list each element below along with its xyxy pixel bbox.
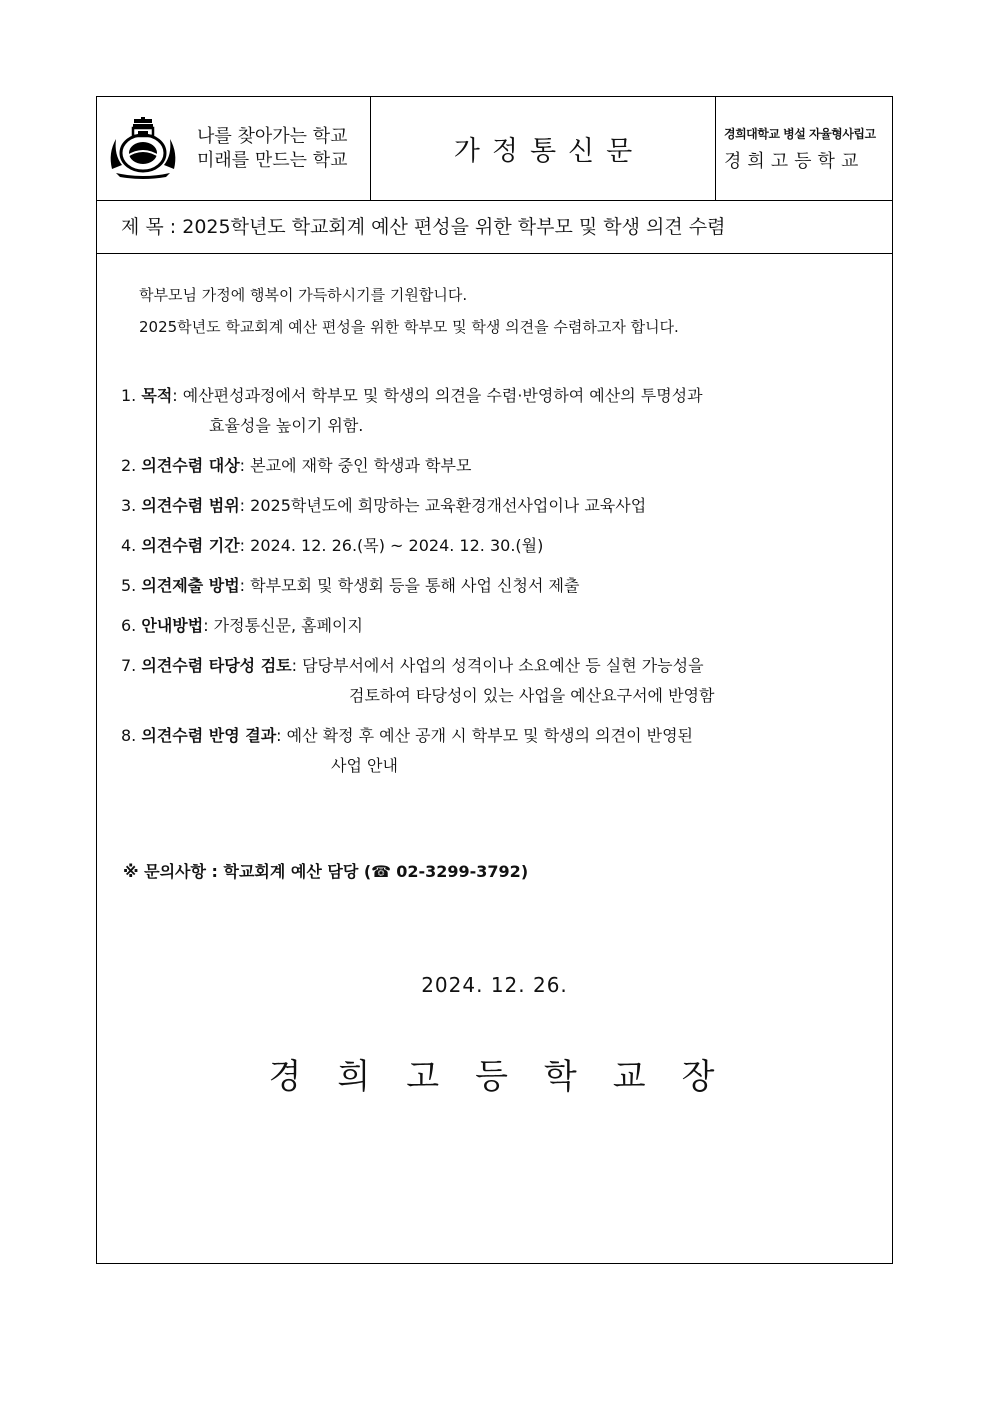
header-school-cell xyxy=(716,97,892,200)
item-text: 담당부서에서 사업의 성격이나 소요예산 등 실현 가능성을 xyxy=(302,656,704,675)
header-left-cell xyxy=(97,97,371,200)
item-text: 본교에 재학 중인 학생과 학부모 xyxy=(250,456,472,475)
item-text: 예산편성과정에서 학부모 및 학생의 의견을 수렴·반영하여 예산의 투명성과 xyxy=(182,386,703,405)
header-title-cell xyxy=(371,97,716,200)
list-item-notice: 6. 안내방법: 가정통신문, 홈페이지 xyxy=(121,616,363,635)
item-label: 의견수렴 대상 xyxy=(141,456,240,475)
issue-date: 2024. 12. 26. xyxy=(421,973,568,997)
motto-line-2: 미래를 만드는 학교 xyxy=(197,150,348,171)
subject-label: 제 목 : xyxy=(121,216,177,238)
item-number: 3. xyxy=(121,496,137,515)
subject-row xyxy=(97,200,892,254)
item-label: 목적 xyxy=(141,386,173,405)
contact-prefix: ※ 문의사항 : 학교회계 예산 담당 ( xyxy=(123,862,372,881)
item-label: 의견수렴 범위 xyxy=(141,496,240,515)
item-number: 8. xyxy=(121,726,137,745)
item-number: 1. xyxy=(121,386,137,405)
header xyxy=(97,97,892,201)
item-text: 학부모회 및 학생회 등을 통해 사업 신청서 제출 xyxy=(250,576,580,595)
school-subtitle: 경희대학교 병설 자율형사립고 xyxy=(724,127,876,141)
list-item-method: 5. 의견제출 방법: 학부모회 및 학생회 등을 통해 사업 신청서 제출 xyxy=(121,576,580,595)
item-text: 예산 확정 후 예산 공개 시 학부모 및 학생의 의견이 반영된 xyxy=(286,726,693,745)
item-label: 의견수렴 타당성 검토 xyxy=(141,656,292,675)
item-label: 의견수렴 기간 xyxy=(141,536,240,555)
school-name: 경희고등학교 xyxy=(724,151,865,172)
item-label: 안내방법 xyxy=(141,616,204,635)
item-text: 가정통신문, 홈페이지 xyxy=(213,616,363,635)
list-item-period: 4. 의견수렴 기간: 2024. 12. 26.(목) ~ 2024. 12. 30.(월) xyxy=(121,536,544,555)
item-text-continued: 검토하여 타당성이 있는 사업을 예산요구서에 반영함 xyxy=(349,686,715,705)
contact-phone: 02-3299-3792) xyxy=(396,862,529,881)
phone-icon: ☎ xyxy=(371,862,392,881)
item-label: 의견수렴 반영 결과 xyxy=(141,726,277,745)
newsletter-title: 가정통신문 xyxy=(453,136,645,167)
greeting-line-1: 학부모님 가정에 행복이 가득하시기를 기원합니다. xyxy=(139,286,468,304)
item-number: 4. xyxy=(121,536,137,555)
list-item-target: 2. 의견수렴 대상: 본교에 재학 중인 학생과 학부모 xyxy=(121,456,472,475)
school-emblem-icon xyxy=(106,117,180,179)
item-text: 2024. 12. 26.(목) ~ 2024. 12. 30.(월) xyxy=(250,536,544,555)
newsletter-frame xyxy=(96,96,893,1264)
item-number: 6. xyxy=(121,616,137,635)
subject-text: 2025학년도 학교회계 예산 편성을 위한 학부모 및 학생 의견 수렴 xyxy=(182,216,726,238)
item-number: 5. xyxy=(121,576,137,595)
contact-note xyxy=(123,859,528,882)
list-item-scope: 3. 의견수렴 범위: 2025학년도에 희망하는 교육환경개선사업이나 교육사업 xyxy=(121,496,647,515)
greeting-line-2: 2025학년도 학교회계 예산 편성을 위한 학부모 및 학생 의견을 수렴하고자 합니다. xyxy=(139,318,679,336)
school-motto xyxy=(197,125,348,173)
list-item-purpose: 1. 목적: 예산편성과정에서 학부모 및 학생의 의견을 수렴·반영하여 예산의 투명성과 효율성을 높이기 위함. xyxy=(121,386,703,435)
item-number: 7. xyxy=(121,656,137,675)
item-text-continued: 사업 안내 xyxy=(331,756,398,775)
list-item-result: 8. 의견수렴 반영 결과: 예산 확정 후 예산 공개 시 학부모 및 학생의 의견이 반영된 사업 안내 xyxy=(121,726,693,775)
motto-line-1: 나를 찾아가는 학교 xyxy=(197,126,348,147)
list-item-review: 7. 의견수렴 타당성 검토: 담당부서에서 사업의 성격이나 소요예산 등 실현 가능성을 검토하여 타당성이 있는 사업을 예산요구서에 반영함 xyxy=(121,656,715,705)
item-text: 2025학년도에 희망하는 교육환경개선사업이나 교육사업 xyxy=(250,496,647,515)
item-number: 2. xyxy=(121,456,137,475)
item-label: 의견제출 방법 xyxy=(141,576,240,595)
principal-signature: 경희고등학교장 xyxy=(268,1057,751,1097)
item-text-continued: 효율성을 높이기 위함. xyxy=(209,416,364,435)
